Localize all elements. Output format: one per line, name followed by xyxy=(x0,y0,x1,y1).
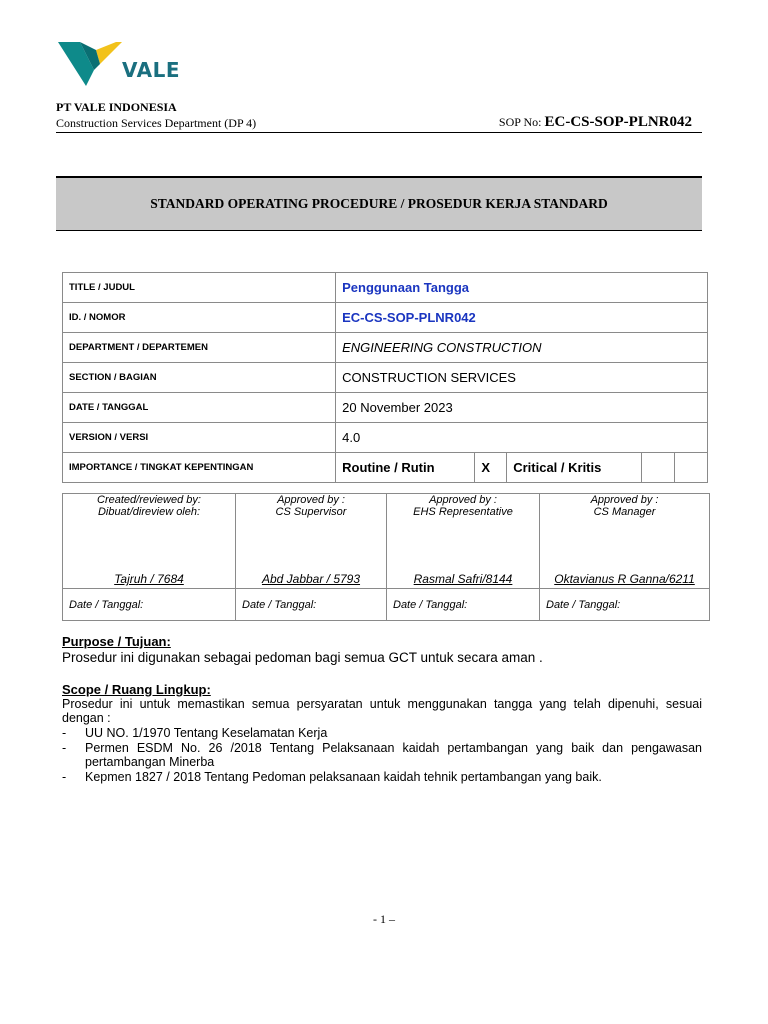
approval-role-line2: CS Supervisor xyxy=(275,506,347,518)
list-item: - Kepmen 1827 / 2018 Tentang Pedoman pelaksanaan kaidah tehnik pertambangan yang baik. xyxy=(62,769,602,784)
importance-label: IMPORTANCE / TINGKAT KEPENTINGAN xyxy=(63,453,336,483)
approval-date: Date / Tanggal: xyxy=(63,589,236,621)
logo-text: VALE xyxy=(122,58,181,82)
list-item-text: Kepmen 1827 / 2018 Tentang Pedoman pelaksanaan kaidah tehnik pertambangan yang baik. xyxy=(85,769,602,784)
table-row xyxy=(63,393,708,423)
title-label: TITLE / JUDUL xyxy=(63,273,336,303)
id-label: ID. / NOMOR xyxy=(63,303,336,333)
department-value: ENGINEERING CONSTRUCTION xyxy=(336,333,708,363)
id-value: EC-CS-SOP-PLNR042 xyxy=(336,303,708,333)
version-label: VERSION / VERSI xyxy=(63,423,336,453)
title-value: Penggunaan Tangga xyxy=(336,273,708,303)
section-label: SECTION / BAGIAN xyxy=(63,363,336,393)
department-label: DEPARTMENT / DEPARTEMEN xyxy=(63,333,336,363)
page-number: - 1 – xyxy=(373,912,395,926)
table-row xyxy=(63,333,708,363)
approval-cell-supervisor xyxy=(236,494,387,589)
approver-name: Tajruh / 7684 xyxy=(114,572,184,586)
date-value: 20 November 2023 xyxy=(336,393,708,423)
sop-info-table xyxy=(62,272,708,483)
critical-checkbox xyxy=(642,453,675,483)
date-label: DATE / TANGGAL xyxy=(63,393,336,423)
approval-date: Date / Tanggal: xyxy=(387,589,540,621)
approval-date: Date / Tanggal: xyxy=(540,589,710,621)
sop-number xyxy=(499,114,692,131)
section-value: CONSTRUCTION SERVICES xyxy=(336,363,708,393)
table-row xyxy=(63,423,708,453)
table-row xyxy=(63,303,708,333)
approval-table xyxy=(62,493,710,621)
approver-name: Oktavianus R Ganna/6211 xyxy=(554,572,695,586)
table-row xyxy=(63,273,708,303)
list-item-text: UU NO. 1/1970 Tentang Keselamatan Kerja xyxy=(85,726,328,740)
purpose-heading: Purpose / Tujuan: xyxy=(62,634,171,649)
table-row xyxy=(63,494,710,589)
header-divider xyxy=(56,132,702,133)
purpose-text: Prosedur ini digunakan sebagai pedoman bagi semua GCT untuk secara aman . xyxy=(62,650,543,665)
list-item-text: Permen ESDM No. 26 /2018 Tentang Pelaksanaan kaidah pertambangan yang baik dan pengawasan pertambangan Minerba xyxy=(85,740,702,769)
approver-name: Rasmal Safri/8144 xyxy=(413,572,513,586)
sop-number-value: EC-CS-SOP-PLNR042 xyxy=(544,114,692,130)
list-item: - UU NO. 1/1970 Tentang Keselamatan Kerja xyxy=(62,726,328,740)
list-item: - Permen ESDM No. 26 /2018 Tentang Pelaksanaan kaidah pertambangan yang baik dan pengawasan pertambangan Minerba xyxy=(62,740,702,769)
approval-role-line1: Approved by : xyxy=(429,494,497,506)
approval-role-line2: EHS Representative xyxy=(413,506,513,518)
scope-heading: Scope / Ruang Lingkup: xyxy=(62,682,211,697)
document-banner: STANDARD OPERATING PROCEDURE / PROSEDUR KERJA STANDARD xyxy=(56,176,702,231)
empty-cell xyxy=(675,453,708,483)
approval-role-line2: CS Manager xyxy=(593,506,656,518)
approval-role-line2: Dibuat/direview oleh: xyxy=(97,506,201,518)
scope-list xyxy=(62,726,702,784)
version-value: 4.0 xyxy=(336,423,708,453)
sop-number-label: SOP No: xyxy=(498,115,542,129)
critical-label: Critical / Kritis xyxy=(507,453,642,483)
department-name: Construction Services Department (DP 4) xyxy=(56,116,257,130)
routine-checkmark: X xyxy=(475,453,507,483)
company-name: PT VALE INDONESIA xyxy=(56,100,177,114)
approver-name: Abd Jabbar / 5793 xyxy=(261,572,361,586)
approval-cell-ehs xyxy=(387,494,540,589)
table-row xyxy=(63,453,708,483)
approval-date: Date / Tanggal: xyxy=(236,589,387,621)
approval-role-line1: Created/reviewed by: xyxy=(97,494,201,506)
approval-cell-manager xyxy=(540,494,710,589)
approval-role-line1: Approved by : xyxy=(590,494,659,506)
table-row xyxy=(63,589,710,621)
table-row xyxy=(63,363,708,393)
approval-role-line1: Approved by : xyxy=(277,494,345,506)
routine-label: Routine / Rutin xyxy=(336,453,475,483)
scope-intro: Prosedur ini untuk memastikan semua persyaratan untuk menggunakan tangga yang telah dipenuhi, sesuai dengan : xyxy=(62,697,702,725)
approval-cell-creator xyxy=(63,494,236,589)
